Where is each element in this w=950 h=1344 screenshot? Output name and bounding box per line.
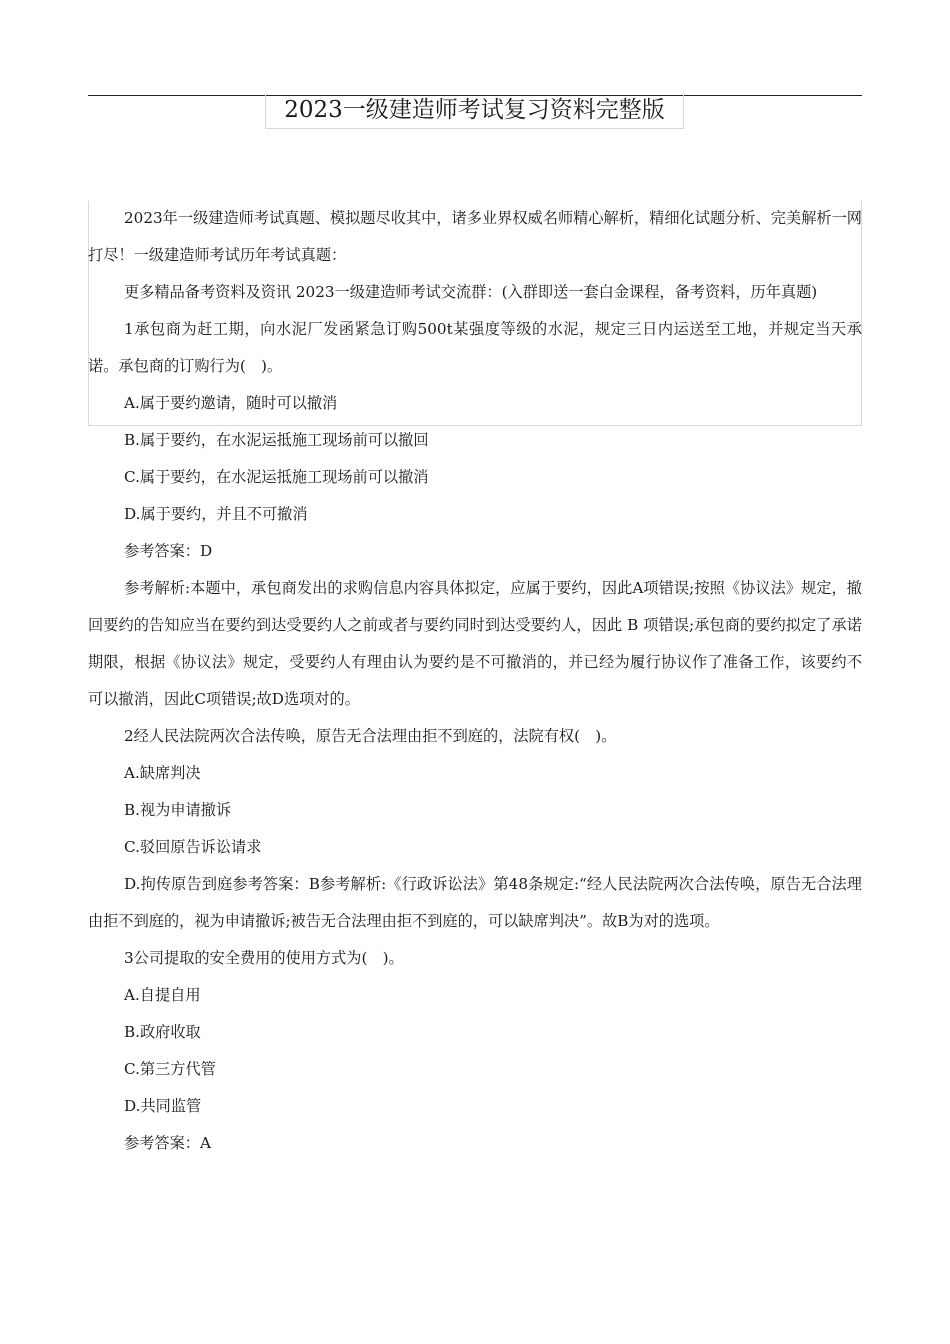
q2-option-b: B.视为申请撤诉 — [124, 801, 232, 819]
q1-option-a: A.属于要约邀请，随时可以撤消 — [124, 394, 338, 412]
q2-option-c: C.驳回原告诉讼请求 — [124, 838, 262, 856]
q3-option-c: C.第三方代管 — [124, 1060, 216, 1078]
intro-paragraph: 更多精品备考资料及资讯 2023一级建造师考试交流群：(入群即送一套白金课程，备考资料，历年真题) — [124, 283, 818, 301]
q1-option-d: D.属于要约，并且不可撤消 — [124, 505, 308, 523]
q1-analysis: 参考解析:本题中，承包商发出的求购信息内容具体拟定，应属于要约，因此A项错误;按照《协议法》规定，撤回要约的告知应当在要约到达受要约人之前或者与要约同时到达受要约人，因此 B 项错误;承包商的要约拟定了承诺期限，根据《协议法》规定，受要约人有理由认为要约是不可撤消的，并已经为履行协议作了准备工作，该要约不可以撤消，因此C项错误;故D选项对的。 — [88, 579, 862, 708]
question-1: 1承包商为赶工期，向水泥厂发函紧急订购500t某强度等级的水泥，规定三日内运送至工地，并规定当天承诺。承包商的订购行为( )。 — [88, 320, 862, 375]
question-2: 2经人民法院两次合法传唤，原告无合法理由拒不到庭的，法院有权( )。 — [124, 727, 617, 745]
document-body — [88, 200, 862, 1162]
question-3: 3公司提取的安全费用的使用方式为( )。 — [124, 949, 404, 967]
q3-answer: 参考答案：A — [124, 1134, 211, 1152]
q3-option-a: A.自提自用 — [124, 986, 201, 1004]
q1-option-c: C.属于要约，在水泥运抵施工现场前可以撤消 — [124, 468, 429, 486]
q3-option-b: B.政府收取 — [124, 1023, 201, 1041]
q3-option-d: D.共同监管 — [124, 1097, 202, 1115]
q1-answer: 参考答案：D — [124, 542, 213, 560]
q1-option-b: B.属于要约，在水泥运抵施工现场前可以撤回 — [124, 431, 429, 449]
q2-option-d-answer-analysis: D.拘传原告到庭参考答案：B参考解析:《行政诉讼法》第48条规定:“经人民法院两次合法传唤，原告无合法理由拒不到庭的，视为申请撤诉;被告无合法理由拒不到庭的，可以缺席判决”。故B为对的选项。 — [88, 875, 862, 930]
document-title: 2023一级建造师考试复习资料完整版 — [265, 95, 684, 129]
intro-paragraph: 2023年一级建造师考试真题、模拟题尽收其中，诸多业界权威名师精心解析，精细化试题分析、完美解析一网打尽！一级建造师考试历年考试真题： — [88, 209, 862, 264]
q2-option-a: A.缺席判决 — [124, 764, 201, 782]
